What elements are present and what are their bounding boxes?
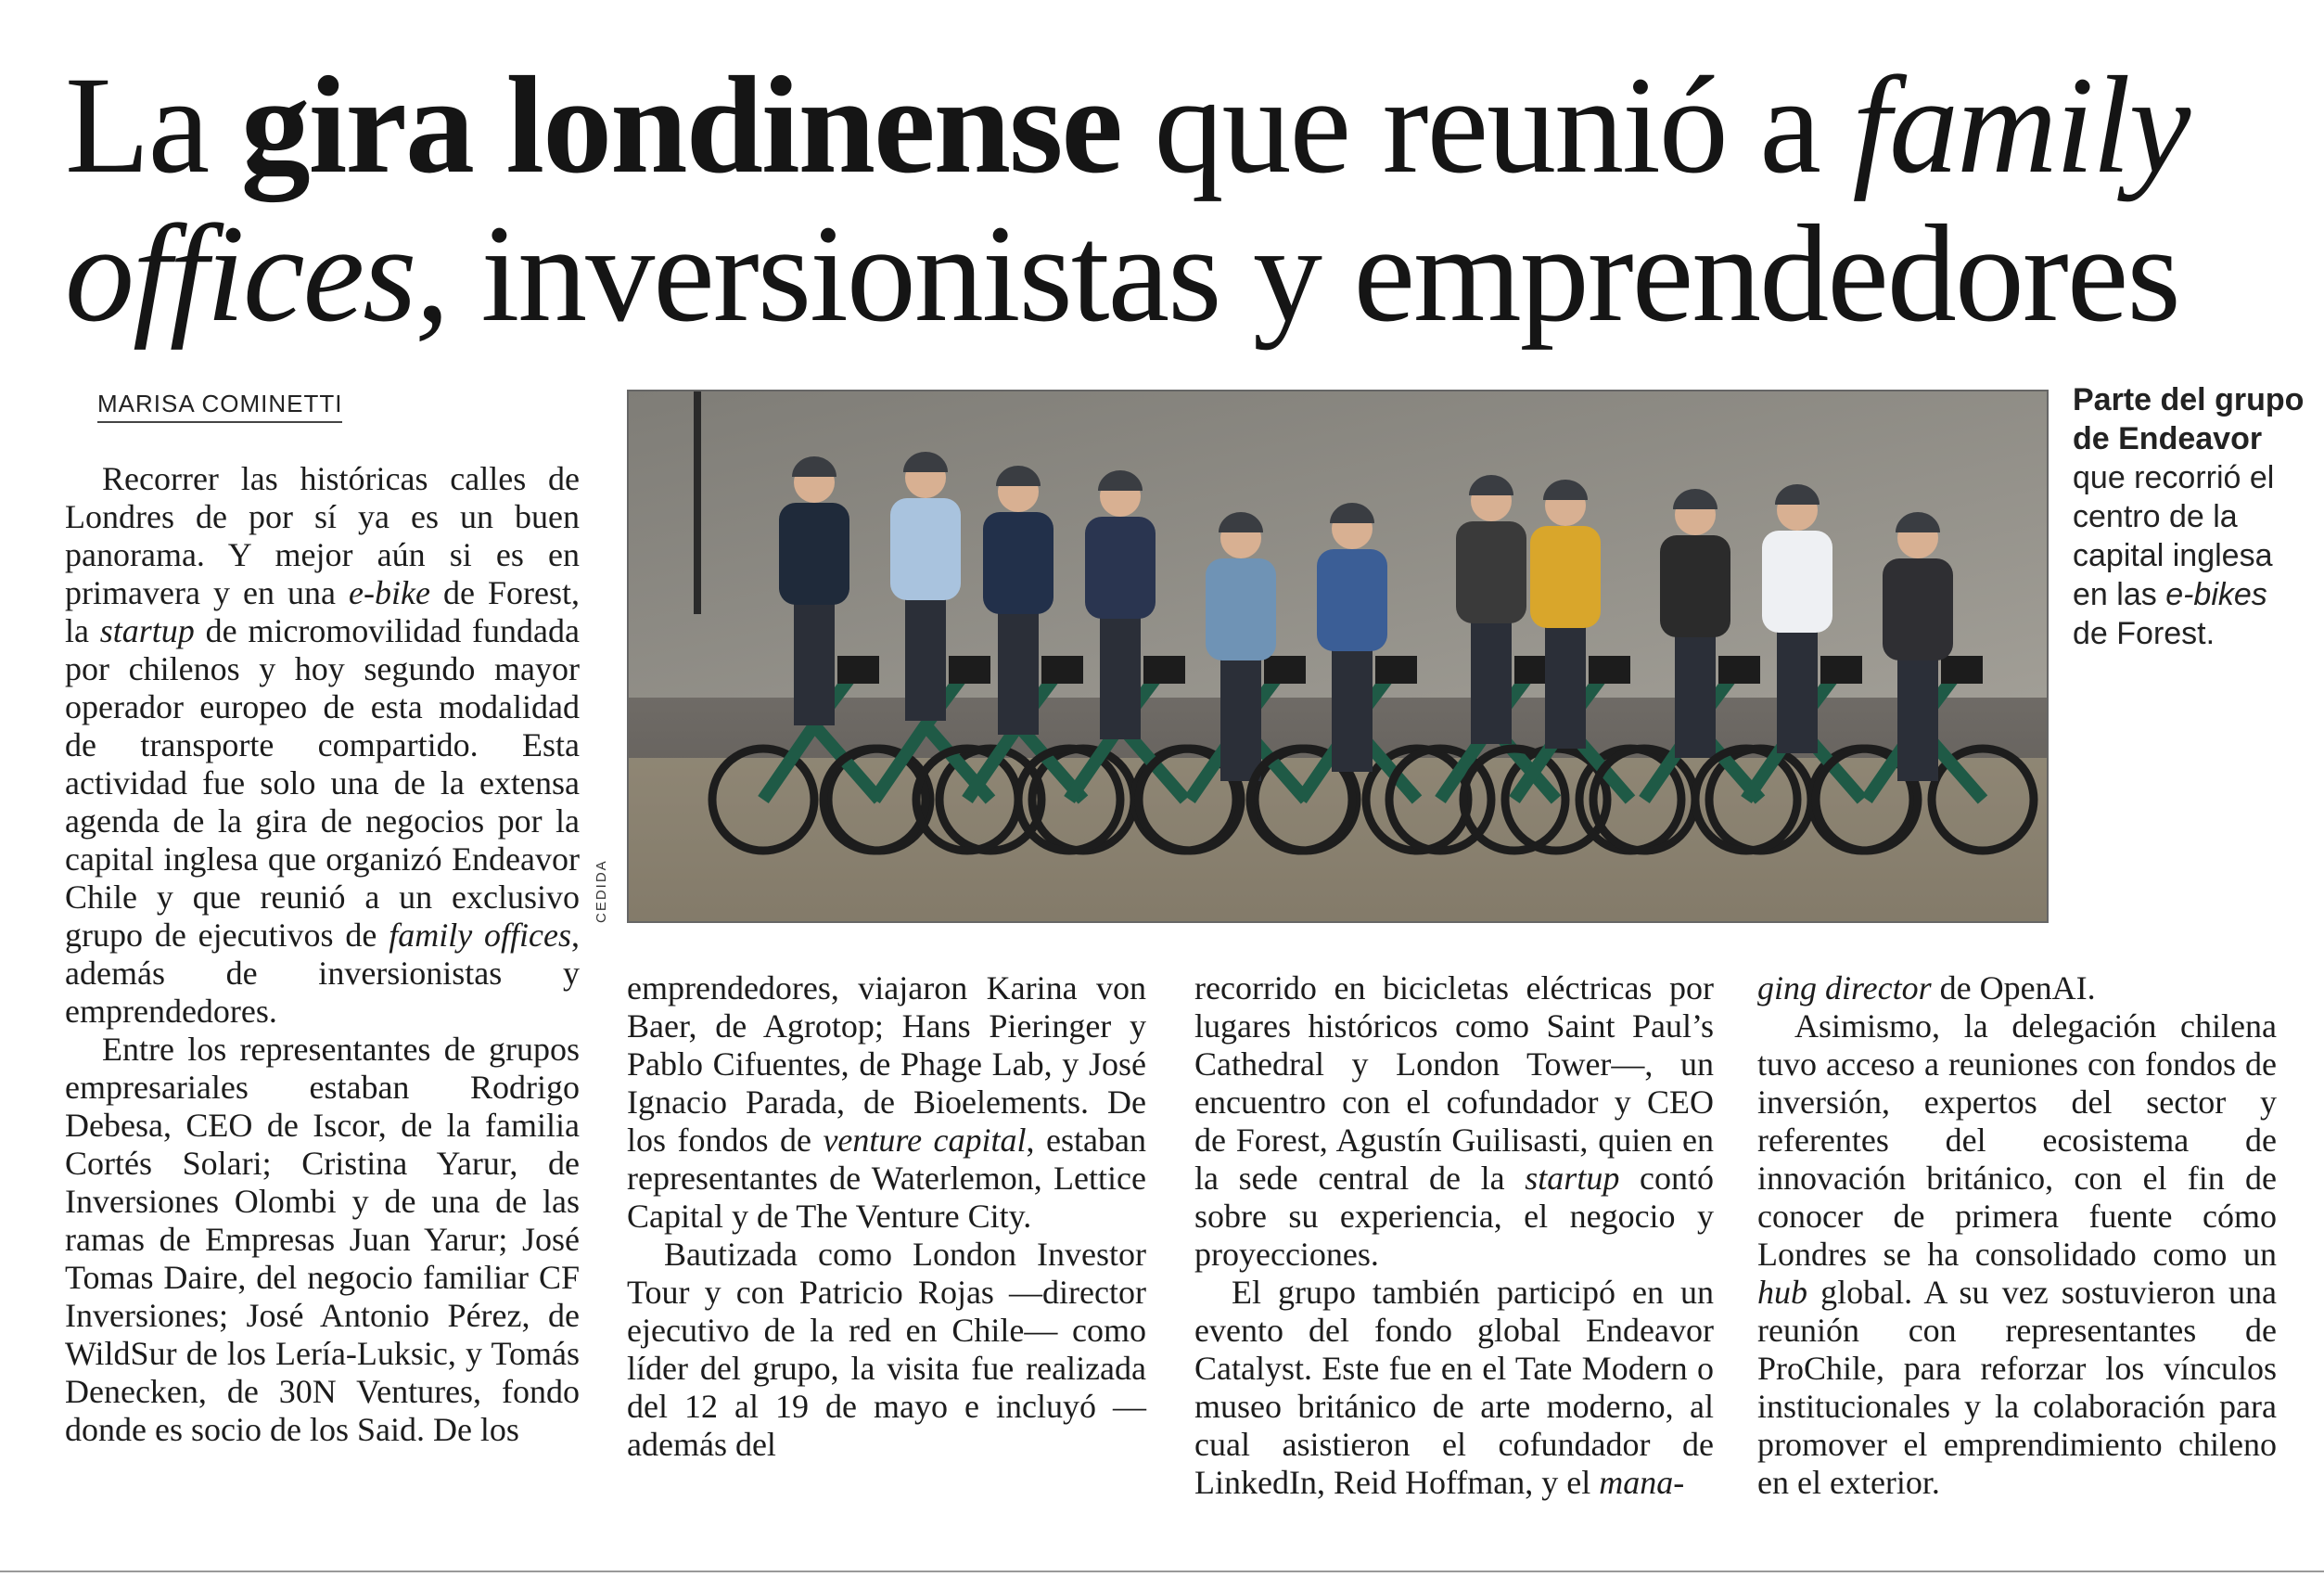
rider-torso <box>890 498 961 600</box>
italic-text: venture capital <box>823 1122 1027 1159</box>
headline-part3: inversionistas y emprendedores <box>448 197 2179 351</box>
text: contó sobre su experiencia, el negocio y proyecciones. <box>1194 1160 1714 1273</box>
bike-basket <box>1941 656 1983 684</box>
headline-bold: gira londinense <box>240 48 1122 202</box>
article-column-1 <box>65 460 580 1449</box>
italic-text: startup <box>1525 1160 1620 1197</box>
rider-torso <box>1660 535 1730 637</box>
headline-italic: family offices, <box>65 48 2190 351</box>
paragraph <box>1194 969 1714 1274</box>
bike-basket <box>1143 656 1185 684</box>
bike-basket <box>1264 656 1306 684</box>
rider-torso <box>983 512 1053 614</box>
lamp-post <box>694 391 701 614</box>
italic-text: startup <box>99 612 195 649</box>
caption-italic: e-bikes <box>2165 577 2267 612</box>
text: , estaban representantes de Waterlemon, Lettice Capital y de The Venture City. <box>627 1122 1146 1235</box>
bike-basket <box>1375 656 1417 684</box>
paragraph: Bautizada como London Investor Tour y con Patricio Rojas —director ejecutivo de la red en Chile— como líder del grupo, la visita fue realizada del 12 al 19 de mayo e incluyó —además del <box>627 1236 1146 1463</box>
text: de micromovilidad fundada por chilenos y hoy segundo mayor operador europeo de esta modalidad de transporte compartido. Esta actividad fue solo una de la extensa agenda de la gira de negocios por la capital inglesa que organizó Endeavor Chile y que reunió a un exclusivo grupo de ejecutivos de <box>65 612 580 954</box>
bike-basket <box>949 656 990 684</box>
text: , además de inversionistas y emprendedores. <box>65 917 580 1030</box>
photo-illustration <box>629 391 2047 921</box>
rider-torso <box>779 503 849 605</box>
text: emprendedores, viajaron Karina von Baer, de Agrotop; Hans Pieringer y Pablo Cifuentes, de Phage Lab, y José Ignacio Parada, de Bioelements. De los fondos de <box>627 969 1146 1159</box>
text: global. A su vez sostuvieron una reunión con representantes de ProChile, para reforzar los vínculos institucionales y la colaboración para promover el emprendimiento chileno en el exterior. <box>1757 1274 2277 1501</box>
photo-credit: CEDIDA <box>594 859 609 923</box>
rider-torso <box>1762 531 1832 633</box>
bike-basket <box>1718 656 1760 684</box>
text: El grupo también participó en un evento del fondo global Endeavor Catalyst. Este fue en el Tate Modern o museo británico de arte moderno, al cual asistieron el cofundador de LinkedIn, Reid Hoffman, y el <box>1194 1274 1714 1501</box>
rider-torso <box>1883 558 1953 660</box>
paragraph <box>65 460 580 1031</box>
article-column-2 <box>627 969 1146 1464</box>
italic-text: e-bike <box>349 574 430 611</box>
italic-text: family offices <box>389 917 571 954</box>
bike-basket <box>837 656 879 684</box>
rider-torso <box>1530 526 1601 628</box>
italic-text: ging director <box>1757 969 1932 1006</box>
bike-basket <box>1041 656 1083 684</box>
article-column-4 <box>1757 969 2277 1502</box>
paragraph <box>1757 969 2277 1007</box>
text: de OpenAI. <box>1931 969 2096 1006</box>
headline-part2: que reunió a <box>1121 48 1853 202</box>
caption-text-end: de Forest. <box>2073 616 2215 651</box>
paragraph <box>1194 1274 1714 1502</box>
paragraph: Entre los representantes de grupos empresariales estaban Rodrigo Debesa, CEO de Iscor, de la familia Cortés Solari; Cristina Yarur, de Inversiones Olombi y de una de las ramas de Empresas Juan Yarur; José Tomas Daire, del negocio familiar CF Inversiones; José Antonio Pérez, de WildSur de los Lería-Luksic, y Tomás Denecken, de 30N Ventures, fondo donde es socio de los Said. De los <box>65 1031 580 1448</box>
rider-torso <box>1206 558 1276 660</box>
caption-bold: Parte del grupo de Endeavor <box>2073 382 2305 456</box>
caption-text: que recorrió el centro de la capital inglesa en las <box>2073 460 2275 612</box>
bike-basket <box>1820 656 1862 684</box>
italic-text: mana- <box>1599 1464 1685 1501</box>
paragraph <box>1757 1007 2277 1502</box>
headline-part1: La <box>65 48 241 202</box>
text: Recorrer las históricas calles de Londres de por sí ya es un buen panorama. Y mejor aún si es en primavera y en una <box>65 460 580 611</box>
paragraph <box>627 969 1146 1236</box>
rider-torso <box>1317 549 1387 651</box>
text: Asimismo, la delegación chilena tuvo acceso a reuniones con fondos de inversión, expertos del sector y referentes del ecosistema de innovación británico, con el fin de conocer de primera fuente cómo Londres se ha consolidado como un <box>1757 1007 2277 1273</box>
byline: MARISA COMINETTI <box>97 390 342 423</box>
group-photo <box>627 390 2049 923</box>
article-column-3 <box>1194 969 1714 1502</box>
bike-basket <box>1589 656 1630 684</box>
rider-torso <box>1085 517 1156 619</box>
text: de Forest, la <box>65 574 580 649</box>
headline <box>65 48 2291 351</box>
rider-torso <box>1456 521 1526 623</box>
photo-caption <box>2073 380 2305 653</box>
italic-text: hub <box>1757 1274 1807 1311</box>
bottom-rule <box>0 1571 2324 1572</box>
text: recorrido en bicicletas eléctricas por lugares históricos como Saint Paul’s Cathedral y London Tower—, un encuentro con el cofundador y CEO de Forest, Agustín Guilisasti, quien en la sede central de la <box>1194 969 1714 1197</box>
